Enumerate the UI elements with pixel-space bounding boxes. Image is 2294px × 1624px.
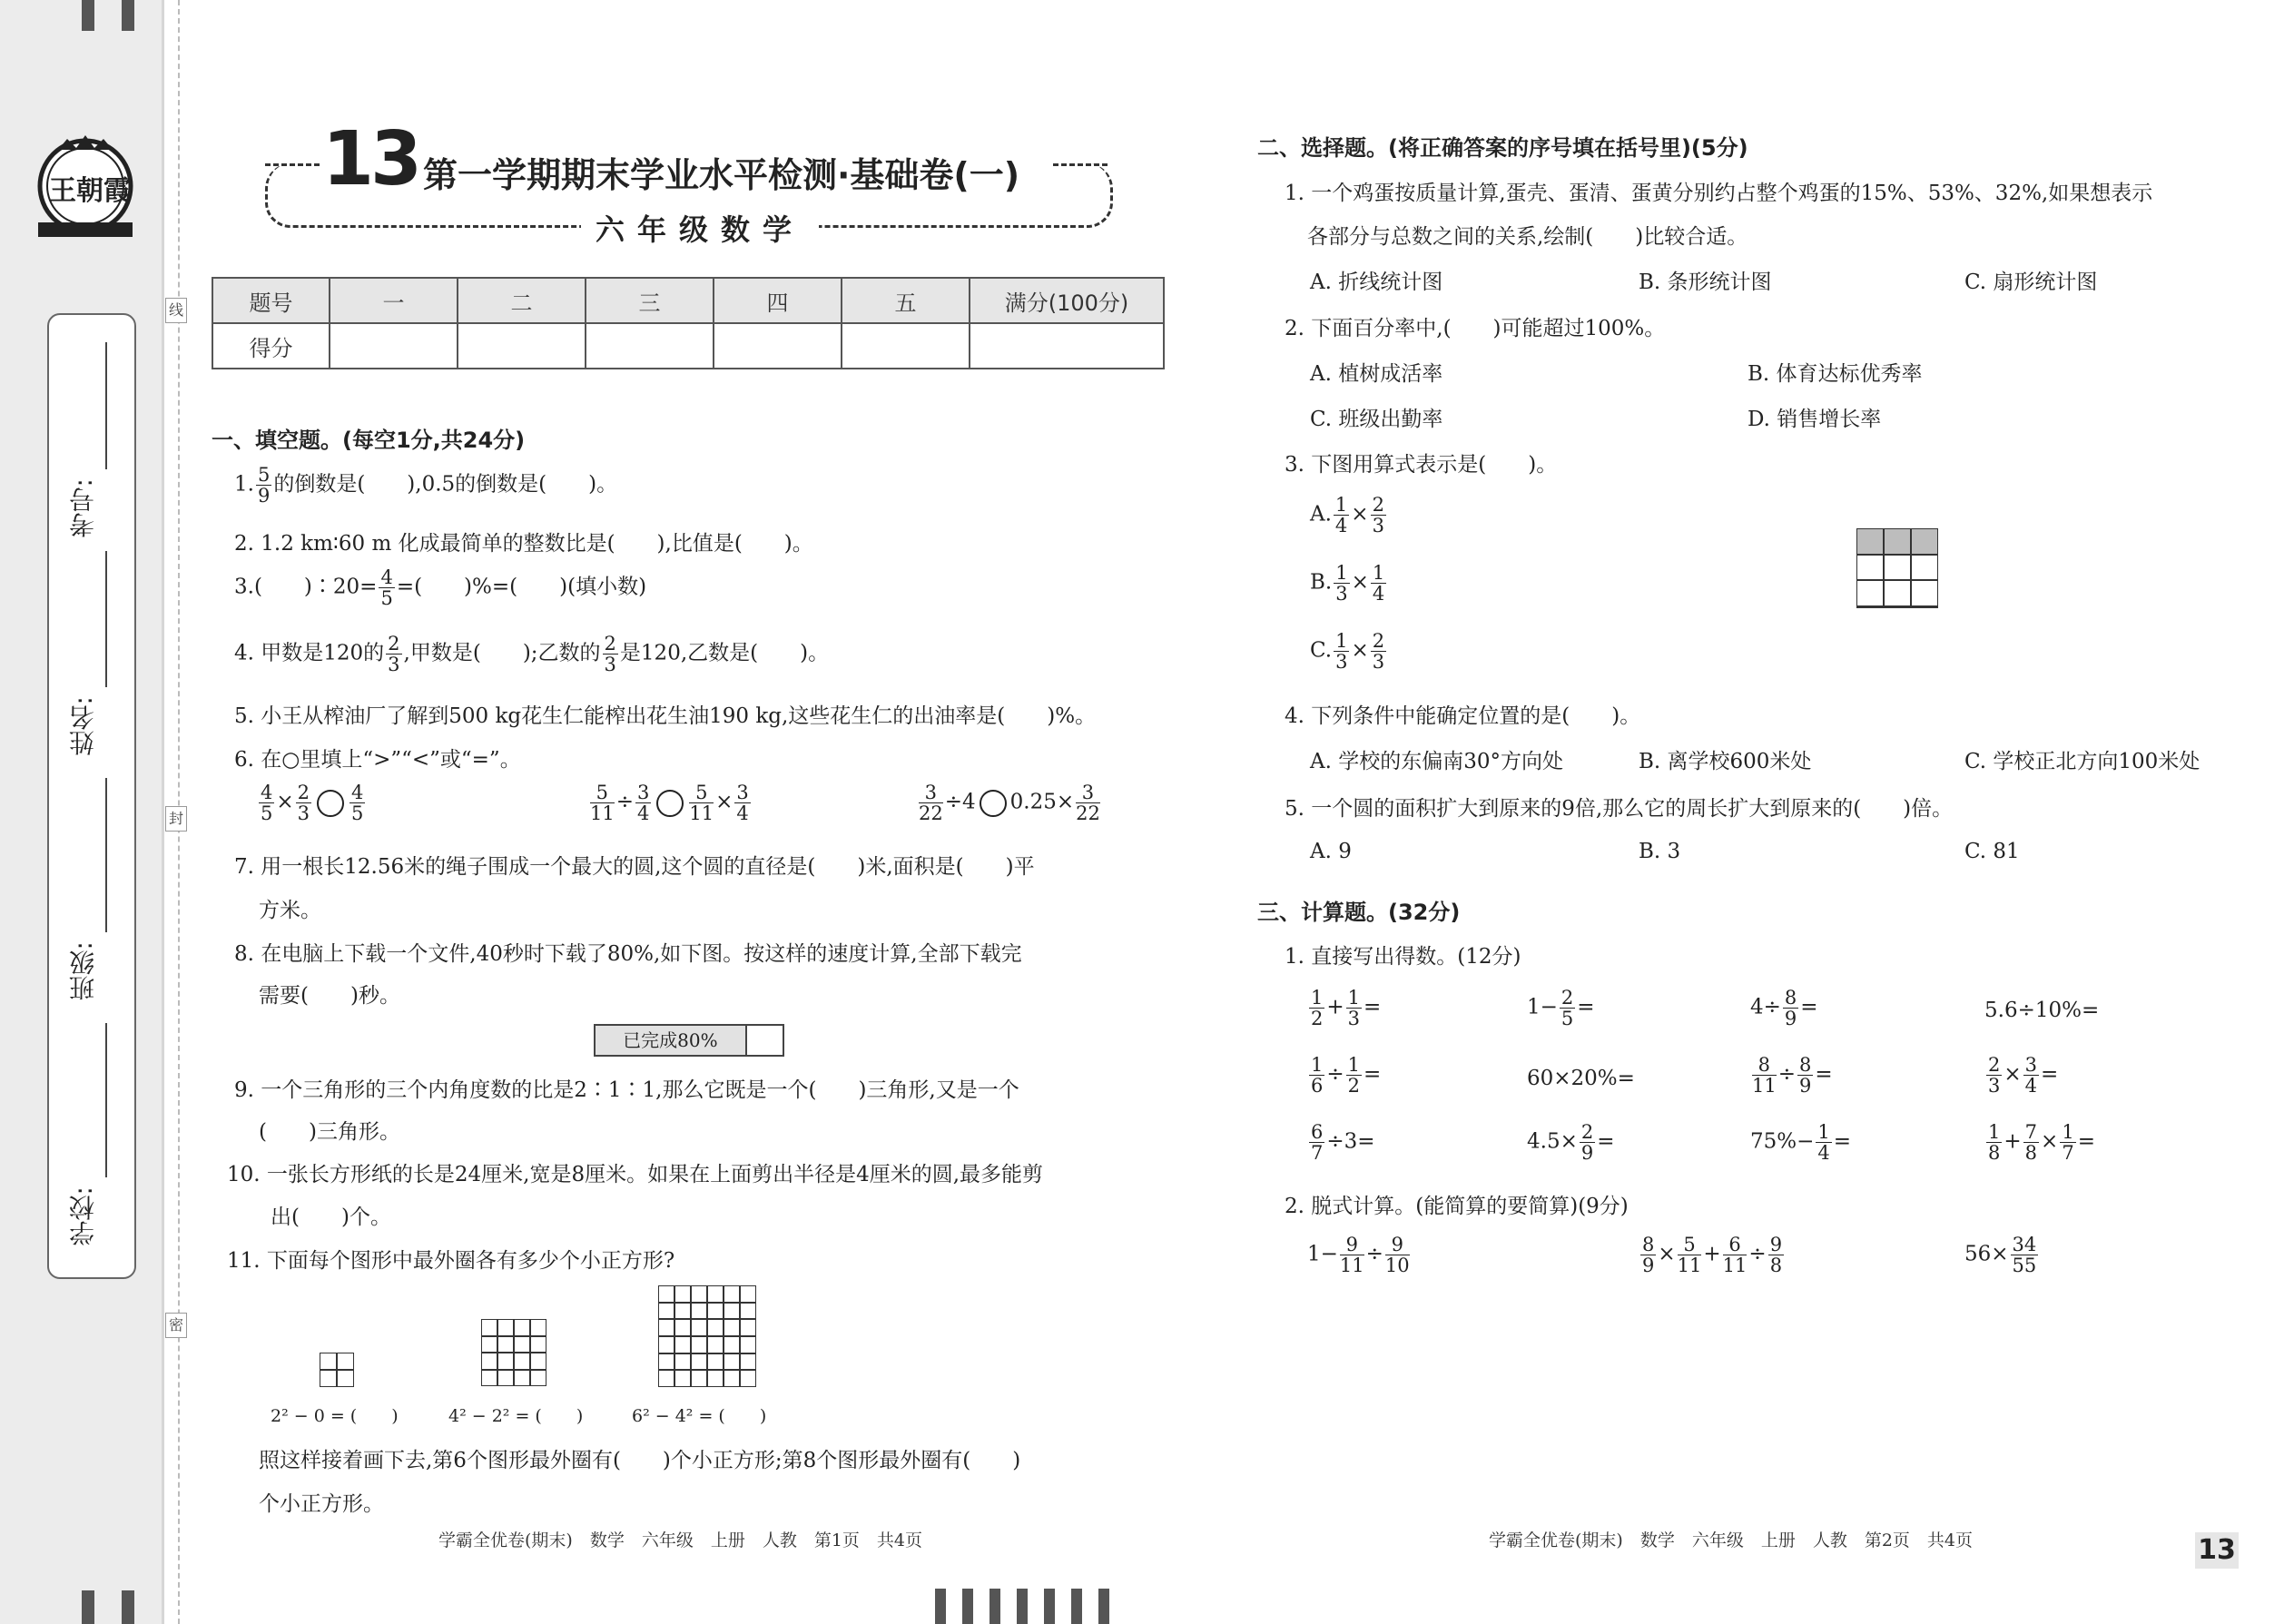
square-figure-3 <box>658 1285 756 1387</box>
question-text: =( )%=( )(填小数) <box>396 575 647 599</box>
compare-item-a: $\frac{4}{5}$ × $\frac{2}{3}$ $\frac{4}{5}$ <box>261 782 364 825</box>
grid-cell <box>724 1319 740 1336</box>
grid-cell <box>514 1353 530 1370</box>
name-label: 姓名: <box>68 696 98 756</box>
question-2: 2. 1.2 km∶60 m 化成最简单的整数比是( ),比值是( )。 <box>234 532 813 556</box>
choice-question-2: 2. 下面百分率中,( )可能超过100%。 <box>1285 317 1666 340</box>
choice-question-1-cont: 各部分与总数之间的关系,绘制( )比较合适。 <box>1307 225 1748 249</box>
register-mark <box>1098 1589 1109 1624</box>
score-table <box>212 277 1165 369</box>
figure-caption: 2² − 0 = ( ) <box>271 1406 399 1426</box>
grid-cell <box>707 1370 724 1387</box>
grid-cell <box>674 1370 691 1387</box>
question-5: 5. 小王从榨油厂了解到500 kg花生仁能榨出花生油190 kg,这些花生仁的出油率是( )%。 <box>234 704 1097 728</box>
grid-cell <box>724 1370 740 1387</box>
calc-item: 1− $\frac{9}{11}$ ÷ $\frac{9}{10}$ <box>1307 1234 1410 1277</box>
grid-cell <box>481 1336 497 1353</box>
calc-item: $\frac{6}{7}$ ÷3= <box>1311 1121 1375 1165</box>
grid-cell <box>658 1319 674 1336</box>
student-info-box <box>47 313 136 1279</box>
class-line[interactable] <box>105 778 107 932</box>
publisher-logo <box>31 132 140 250</box>
grid-cell <box>707 1319 724 1336</box>
school-line[interactable] <box>105 1023 107 1177</box>
table-header: 二 <box>458 278 586 323</box>
grid-cell <box>497 1370 514 1387</box>
school-label: 学校: <box>68 1186 98 1246</box>
grid-cell <box>740 1285 756 1303</box>
download-progress-bar <box>594 1024 784 1057</box>
sub-question-1: 1. 直接写出得数。(12分) <box>1285 945 1521 969</box>
grid-cell <box>1911 580 1938 606</box>
table-header: 三 <box>586 278 714 323</box>
square-figure-2 <box>481 1319 546 1386</box>
fraction: $\frac{5}{9}$ <box>257 464 271 507</box>
question-11-cont: 个小正方形。 <box>259 1492 384 1516</box>
grid-cell <box>497 1336 514 1353</box>
section-title: 三、计算题。(32分) <box>1257 900 1461 925</box>
option[interactable]: A. 折线统计图 <box>1310 271 1443 294</box>
score-cell[interactable] <box>458 323 586 369</box>
register-mark <box>1071 1589 1082 1624</box>
grid-cell <box>740 1336 756 1353</box>
question-text: ,甲数是( );乙数的 <box>403 641 601 665</box>
calc-item: $\frac{1}{8}$ + $\frac{7}{8}$ × $\frac{1}{7}$ = <box>1988 1121 2095 1165</box>
grid-cell <box>674 1336 691 1353</box>
table-header: 五 <box>842 278 970 323</box>
question-text: 4. 甲数是120的 <box>234 641 385 665</box>
grid-cell <box>337 1353 354 1370</box>
calc-item: 4.5× $\frac{2}{9}$ = <box>1527 1121 1615 1165</box>
calc-item: 4÷ $\frac{8}{9}$ = <box>1750 987 1818 1030</box>
grid-cell <box>658 1353 674 1371</box>
question-4 <box>234 634 829 674</box>
option[interactable]: A. 植树成活率 <box>1310 362 1443 386</box>
footer-left: 学霸全优卷(期末) 数学 六年级 上册 人教 第1页 共4页 <box>438 1530 923 1550</box>
option[interactable]: B. 条形统计图 <box>1639 271 1772 294</box>
grid-cell <box>1884 555 1911 581</box>
grid-cell <box>481 1319 497 1336</box>
question-text: 1. <box>234 472 254 497</box>
option[interactable]: B. 体育达标优秀率 <box>1748 362 1923 386</box>
compare-circle[interactable] <box>656 790 684 817</box>
grid-cell <box>691 1285 707 1303</box>
question-8-cont: 需要( )秒。 <box>259 984 400 1008</box>
grid-cell <box>1884 606 1911 608</box>
question-9: 9. 一个三角形的三个内角度数的比是2∶1∶1,那么它既是一个( )三角形,又是一个 <box>234 1078 1019 1102</box>
calc-item: 60×20%= <box>1527 1067 1635 1090</box>
section-title: 一、填空题。(每空1分,共24分) <box>212 428 526 453</box>
grid-cell <box>337 1370 354 1387</box>
table-header: 四 <box>714 278 842 323</box>
calc-item: $\frac{2}{3}$ × $\frac{3}{4}$ = <box>1988 1054 2059 1097</box>
table-header: 题号 <box>212 278 330 323</box>
grid-cell <box>658 1370 674 1387</box>
grid-cell <box>740 1319 756 1336</box>
grid-cell <box>674 1353 691 1371</box>
compare-circle[interactable] <box>317 790 344 817</box>
option[interactable]: C. 学校正北方向100米处 <box>1964 750 2200 773</box>
question-9-cont: ( )三角形。 <box>259 1120 400 1144</box>
grid-cell <box>530 1370 546 1387</box>
grid-cell <box>1911 528 1938 555</box>
logo-text: 王朝霞 <box>49 175 131 207</box>
question-11-cont: 照这样接着画下去,第6个图形最外圈有( )个小正方形;第8个图形最外圈有( ) <box>259 1449 1021 1472</box>
grid-cell <box>674 1285 691 1303</box>
compare-item-c: $\frac{3}{22}$ ÷4 0.25× $\frac{3}{22}$ <box>919 782 1100 825</box>
grid-cell <box>1884 580 1911 606</box>
option[interactable]: A. 学校的东偏南30°方向处 <box>1310 750 1563 773</box>
gutter-edge <box>162 0 164 1624</box>
fraction: $\frac{4}{5}$ <box>380 566 393 610</box>
register-mark <box>82 0 94 31</box>
grid-cell <box>724 1353 740 1371</box>
calc-item: 56× $\frac{34}{55}$ <box>1964 1234 2037 1277</box>
sub-question-2: 2. 脱式计算。(能简算的要简算)(9分) <box>1285 1195 1629 1218</box>
grid-cell <box>514 1370 530 1387</box>
option[interactable]: C. 班级出勤率 <box>1310 408 1443 431</box>
choice-question-1: 1. 一个鸡蛋按质量计算,蛋壳、蛋清、蛋黄分别约占整个鸡蛋的15%、53%、32%,如果想表示 <box>1285 182 2153 205</box>
option[interactable]: B. $\frac{1}{3}$ × $\frac{1}{4}$ <box>1310 562 1385 605</box>
grid-cell <box>481 1370 497 1387</box>
register-mark <box>122 0 134 31</box>
grid-cell <box>674 1319 691 1336</box>
grid-cell <box>740 1370 756 1387</box>
option[interactable]: C. 81 <box>1964 840 2020 863</box>
register-mark <box>935 1589 946 1624</box>
option[interactable]: A. 9 <box>1310 840 1352 863</box>
grid-cell <box>724 1336 740 1353</box>
grid-cell <box>1911 555 1938 581</box>
class-label: 班级: <box>68 941 98 1001</box>
grid-cell <box>707 1285 724 1303</box>
grid-cell <box>724 1303 740 1320</box>
grid-cell <box>691 1336 707 1353</box>
seal-char: 线 <box>165 298 187 323</box>
question-3 <box>234 567 646 608</box>
option[interactable]: B. 3 <box>1639 840 1681 863</box>
progress-label: 已完成80% <box>596 1026 747 1055</box>
grid-cell <box>740 1303 756 1320</box>
shaded-grid-figure <box>1856 528 1938 608</box>
grid-cell <box>707 1353 724 1371</box>
grid-cell <box>1884 528 1911 555</box>
compare-item-b: $\frac{5}{11}$ ÷ $\frac{3}{4}$ $\frac{5}{11}$ × $\frac{3}{4}$ <box>590 782 749 825</box>
question-1 <box>234 465 617 506</box>
grid-cell <box>514 1319 530 1336</box>
table-header: 一 <box>330 278 458 323</box>
question-6: 6. 在○里填上“>”“<”或“=”。 <box>234 748 521 772</box>
question-10: 10. 一张长方形纸的长是24厘米,宽是8厘米。如果在上面剪出半径是4厘米的圆,最多能剪 <box>227 1163 1044 1186</box>
choice-question-5: 5. 一个圆的面积扩大到原来的9倍,那么它的周长扩大到原来的( )倍。 <box>1285 797 1954 821</box>
option[interactable]: A. $\frac{1}{4}$ × $\frac{2}{3}$ <box>1310 494 1384 537</box>
page-subtitle: 六年级数学 <box>581 207 819 249</box>
calc-item: $\frac{1}{6}$ ÷ $\frac{1}{2}$ = <box>1311 1054 1382 1097</box>
grid-cell <box>658 1336 674 1353</box>
question-7-cont: 方米。 <box>259 899 321 922</box>
calc-item: $\frac{8}{11}$ ÷ $\frac{8}{9}$ = <box>1752 1054 1833 1097</box>
grid-cell <box>724 1285 740 1303</box>
question-8: 8. 在电脑上下载一个文件,40秒时下载了80%,如下图。按这样的速度计算,全部下载完 <box>234 942 1022 966</box>
register-marks-bottom <box>935 1589 1153 1624</box>
score-cell[interactable] <box>586 323 714 369</box>
question-text: 是120,乙数是( )。 <box>619 641 830 665</box>
grid-cell <box>691 1303 707 1320</box>
grid-cell <box>1856 606 1884 608</box>
square-figure-1 <box>320 1353 354 1387</box>
register-mark <box>1017 1589 1028 1624</box>
score-cell[interactable] <box>714 323 842 369</box>
grid-cell <box>740 1353 756 1371</box>
grid-cell <box>691 1353 707 1371</box>
question-text: 3.( )∶20= <box>234 575 378 599</box>
exam-number-label: 考号: <box>68 478 98 538</box>
figure-caption: 6² − 4² = ( ) <box>632 1406 767 1426</box>
grid-cell <box>707 1336 724 1353</box>
grid-cell <box>497 1353 514 1370</box>
register-mark <box>82 1590 94 1624</box>
calc-item: 1− $\frac{2}{5}$ = <box>1527 987 1595 1030</box>
grid-cell <box>1856 555 1884 581</box>
score-cell[interactable] <box>330 323 458 369</box>
grid-cell <box>320 1370 337 1387</box>
grid-cell <box>514 1336 530 1353</box>
question-11: 11. 下面每个图形中最外圈各有多少个小正方形? <box>227 1249 675 1273</box>
calc-item: 75%− $\frac{1}{4}$ = <box>1750 1121 1852 1165</box>
grid-cell <box>691 1370 707 1387</box>
register-mark <box>962 1589 973 1624</box>
grid-cell <box>530 1319 546 1336</box>
fraction: $\frac{2}{3}$ <box>388 633 400 676</box>
register-mark <box>122 1590 134 1624</box>
paper-number: 13 <box>322 116 419 202</box>
option[interactable]: C. 扇形统计图 <box>1964 271 2098 294</box>
footer-right: 学霸全优卷(期末) 数学 六年级 上册 人教 第2页 共4页 <box>1489 1530 1974 1550</box>
grid-cell <box>658 1303 674 1320</box>
grid-cell <box>1911 606 1938 608</box>
page-number: 13 <box>2195 1532 2239 1569</box>
grid-cell <box>481 1353 497 1370</box>
calc-item: 5.6÷10%= <box>1984 999 2100 1022</box>
choice-question-3: 3. 下图用算式表示是( )。 <box>1285 453 1558 477</box>
table-header: 满分(100分) <box>970 278 1164 323</box>
grid-cell <box>691 1319 707 1336</box>
grid-cell <box>1856 528 1884 555</box>
option[interactable]: D. 销售增长率 <box>1748 408 1882 431</box>
question-text: 的倒数是( ),0.5的倒数是( )。 <box>273 472 618 497</box>
table-row-label: 得分 <box>212 323 330 369</box>
section-title: 二、选择题。(将正确答案的序号填在括号里)(5分) <box>1257 135 1748 161</box>
seal-char: 封 <box>165 806 187 832</box>
exam-number-line[interactable] <box>105 342 107 469</box>
register-mark <box>989 1589 1000 1624</box>
seal-char: 密 <box>165 1313 187 1338</box>
name-line[interactable] <box>105 551 107 687</box>
page-title: 第一学期期末学业水平检测·基础卷(一) <box>423 155 1020 195</box>
calc-item: $\frac{1}{2}$ + $\frac{1}{3}$ = <box>1311 987 1382 1030</box>
grid-cell <box>658 1285 674 1303</box>
grid-cell <box>320 1353 337 1370</box>
grid-cell <box>707 1303 724 1320</box>
figure-caption: 4² − 2² = ( ) <box>448 1406 584 1426</box>
calc-item: $\frac{8}{9}$ × $\frac{5}{11}$ + $\frac{6}{11}$ ÷ $\frac{9}{8}$ <box>1642 1234 1783 1277</box>
choice-question-4: 4. 下列条件中能确定位置的是( )。 <box>1285 704 1641 728</box>
question-7: 7. 用一根长12.56米的绳子围成一个最大的圆,这个圆的直径是( )米,面积是( )平 <box>234 855 1035 879</box>
question-10-cont: 出( )个。 <box>271 1206 391 1229</box>
option[interactable]: C. $\frac{1}{3}$ × $\frac{2}{3}$ <box>1310 630 1385 674</box>
grid-cell <box>530 1336 546 1353</box>
grid-cell <box>674 1303 691 1320</box>
register-mark <box>1044 1589 1055 1624</box>
grid-cell <box>497 1319 514 1336</box>
fraction: $\frac{2}{3}$ <box>604 633 616 676</box>
grid-cell <box>530 1353 546 1370</box>
compare-circle[interactable] <box>980 790 1007 817</box>
option[interactable]: B. 离学校600米处 <box>1639 750 1812 773</box>
score-cell[interactable] <box>842 323 970 369</box>
score-cell[interactable] <box>970 323 1164 369</box>
grid-cell <box>1856 580 1884 606</box>
